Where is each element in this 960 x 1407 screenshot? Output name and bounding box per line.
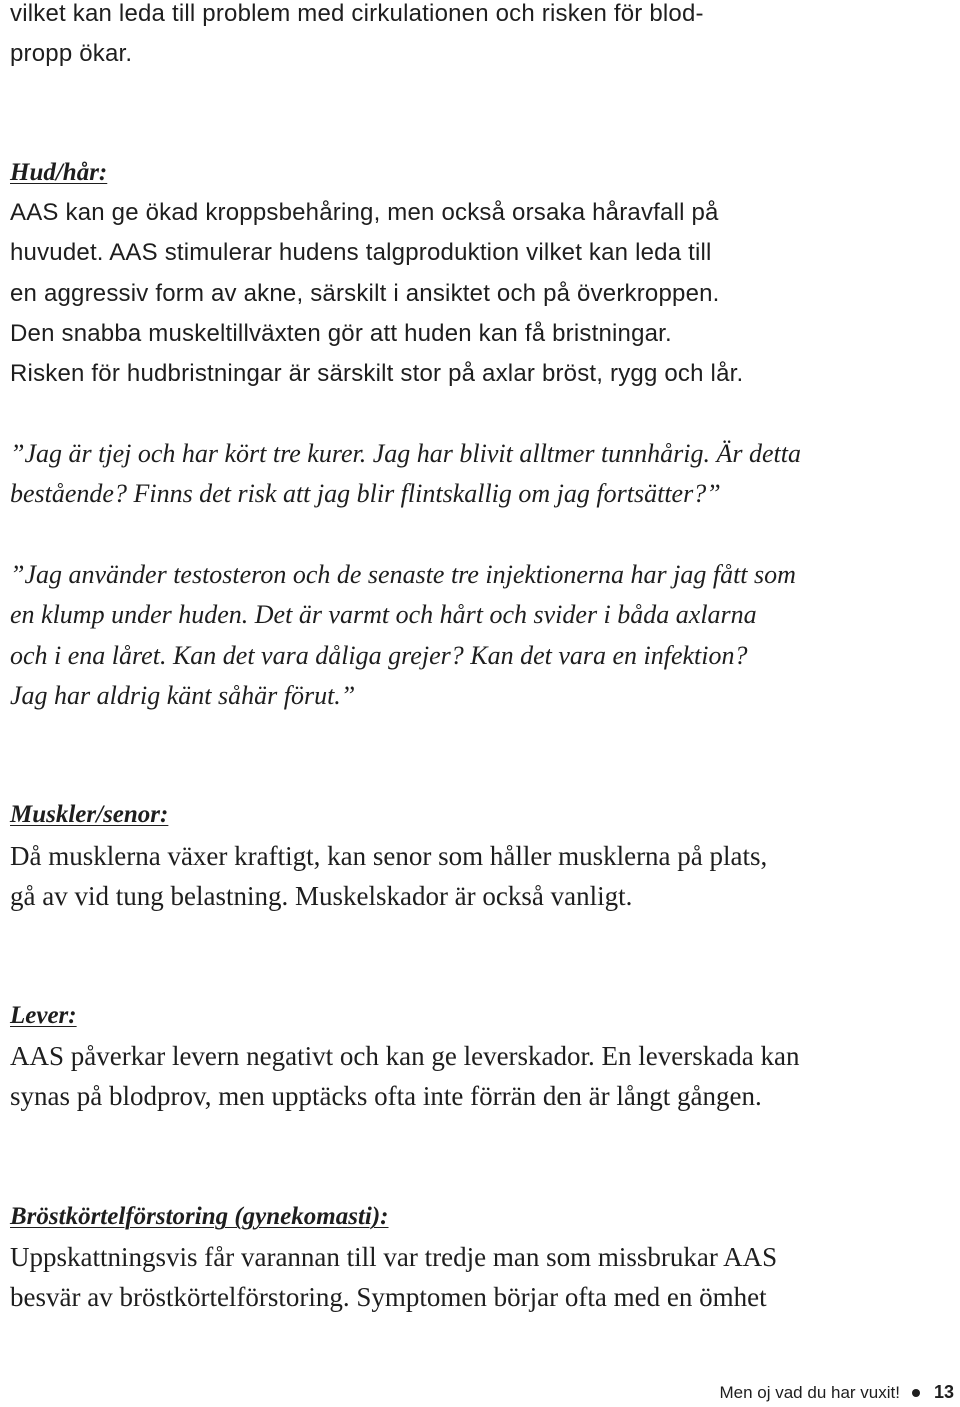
footer-title: Men oj vad du har vuxit! bbox=[719, 1382, 900, 1402]
body-text-line: Den snabba muskeltillväxten gör att huden kan få bristningar. bbox=[10, 320, 672, 347]
body-text-line: Uppskattningsvis får varannan till var tredje man som missbrukar AAS bbox=[10, 1242, 778, 1272]
page-number: 13 bbox=[933, 1382, 954, 1402]
quote-line: bestående? Finns det risk att jag blir flintskallig om jag fortsätter?” bbox=[10, 479, 721, 508]
quote-line: och i ena låret. Kan det vara dåliga grejer? Kan det vara en infektion? bbox=[10, 641, 748, 670]
page-footer bbox=[719, 1382, 954, 1403]
quote-line: ”Jag använder testosteron och de senaste tre injektionerna har jag fått som bbox=[10, 560, 796, 589]
body-text-line: gå av vid tung belastning. Muskelskador är också vanligt. bbox=[10, 881, 633, 911]
quote-line: ”Jag är tjej och har kört tre kurer. Jag har blivit alltmer tunnhårig. Är detta bbox=[10, 439, 802, 468]
body-text-line: besvär av bröstkörtelförstoring. Symptomen börjar ofta med en ömhet bbox=[10, 1282, 767, 1312]
body-text-line: Då musklerna växer kraftigt, kan senor som håller musklerna på plats, bbox=[10, 841, 768, 871]
section-heading-breast: Bröstkörtelförstoring (gynekomasti): bbox=[10, 1203, 389, 1230]
section-heading-muscles: Muskler/senor: bbox=[10, 801, 169, 828]
body-text-line: synas på blodprov, men upptäcks ofta inte förrän den är långt gången. bbox=[10, 1081, 762, 1111]
body-text-line: vilket kan leda till problem med cirkulationen och risken för blod- bbox=[10, 0, 704, 27]
body-text-line: Risken för hudbristningar är särskilt stor på axlar bröst, rygg och lår. bbox=[10, 360, 744, 387]
body-text-line: huvudet. AAS stimulerar hudens talgproduktion vilket kan leda till bbox=[10, 239, 712, 266]
quote-line: en klump under huden. Det är varmt och hårt och svider i båda axlarna bbox=[10, 600, 757, 629]
section-heading-skin-hair: Hud/hår: bbox=[10, 159, 108, 186]
section-heading-liver: Lever: bbox=[10, 1002, 77, 1029]
body-text-line: propp ökar. bbox=[10, 40, 133, 67]
quote-line: Jag har aldrig känt såhär förut.” bbox=[10, 681, 356, 710]
body-text-line: AAS påverkar levern negativt och kan ge leverskador. En leverskada kan bbox=[10, 1041, 800, 1071]
body-text-line: AAS kan ge ökad kroppsbehåring, men också orsaka håravfall på bbox=[10, 199, 719, 226]
body-text-line: en aggressiv form av akne, särskilt i ansiktet och på överkroppen. bbox=[10, 280, 720, 307]
bullet-icon bbox=[912, 1389, 920, 1397]
